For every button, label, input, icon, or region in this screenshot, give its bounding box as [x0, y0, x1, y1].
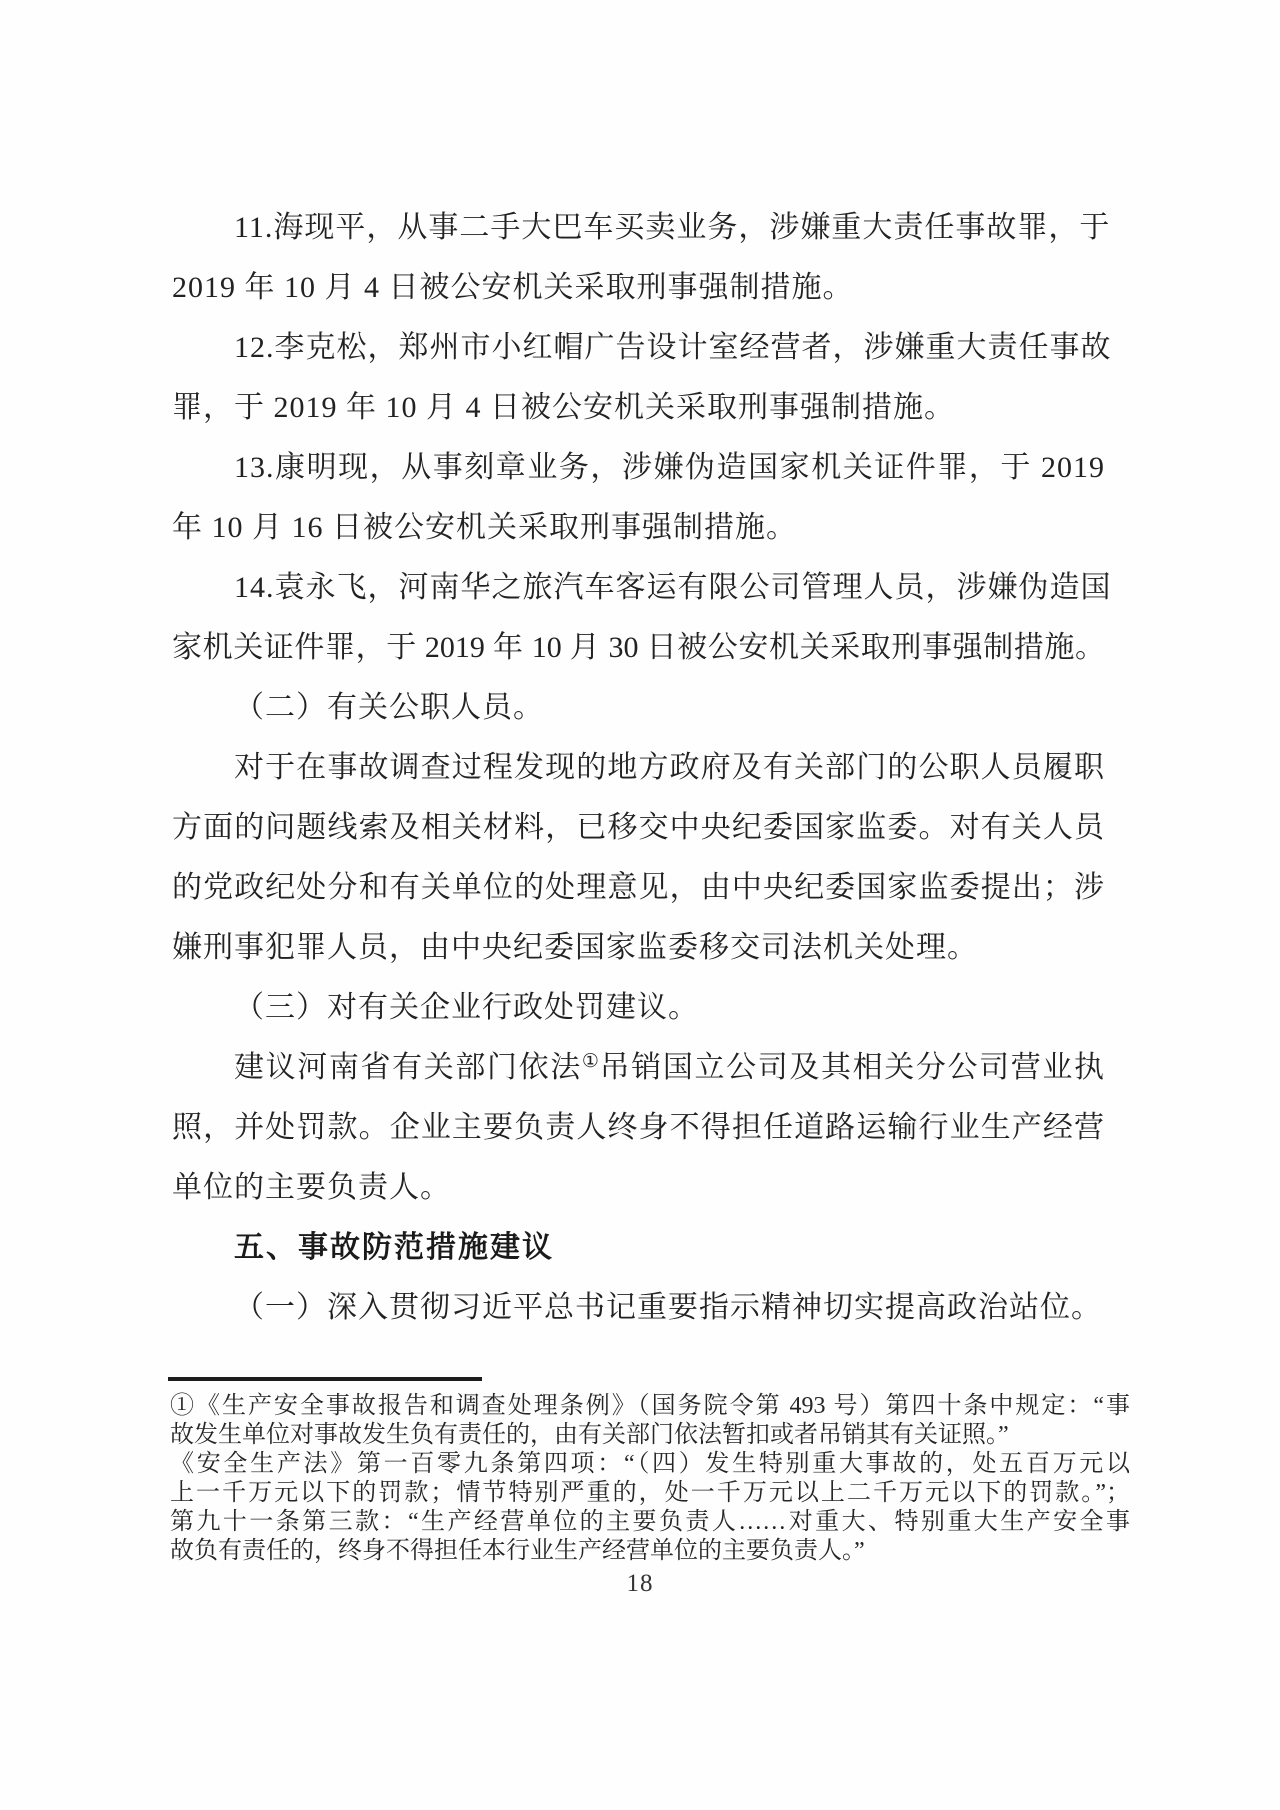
footnote-line-1: ①《生产安全事故报告和调查处理条例》（国务院令第 493 号）第四十条中规定：“事: [170, 1393, 1130, 1419]
page-number: 18: [626, 1570, 654, 1597]
body-line-3: 12.李克松，郑州市小红帽广告设计室经营者，涉嫌重大责任事故: [234, 331, 1112, 364]
footnote-reference-marker: ①: [581, 1051, 600, 1072]
section-heading-v: 五、事故防范措施建议: [234, 1231, 554, 1264]
body-line-4: 罪，于 2019 年 10 月 4 日被公安机关采取刑事强制措施。: [172, 391, 955, 424]
section-heading-ii: （二）有关公职人员。: [234, 691, 544, 724]
footnote-separator: [168, 1377, 482, 1381]
body-line-15-text-after: 吊销国立公司及其相关分公司营业执: [599, 1051, 1106, 1084]
body-line-13: 嫌刑事犯罪人员，由中央纪委国家监委移交司法机关处理。: [172, 931, 978, 964]
body-line-7: 14.袁永飞，河南华之旅汽车客运有限公司管理人员，涉嫌伪造国: [234, 571, 1112, 604]
footnote-line-4: 上一千万元以下的罚款；情节特别严重的，处一千万元以上二千万元以下的罚款。”；: [170, 1480, 1130, 1506]
body-line-1: 11.海现平，从事二手大巴车买卖业务，涉嫌重大责任事故罪，于: [234, 211, 1111, 244]
body-line-6: 年 10 月 16 日被公安机关采取刑事强制措施。: [172, 511, 797, 544]
footnote-line-6: 故负有责任的，终身不得担任本行业生产经营单位的主要负责人。”: [170, 1538, 865, 1564]
body-line-10: 对于在事故调查过程发现的地方政府及有关部门的公职人员履职: [234, 751, 1105, 784]
section-heading-iii: （三）对有关企业行政处罚建议。: [234, 991, 699, 1024]
footnote-block: [170, 1392, 1130, 1566]
report-body: [172, 198, 1112, 1338]
body-line-16: 照，并处罚款。企业主要负责人终身不得担任道路运输行业生产经营: [172, 1111, 1105, 1144]
body-line-15-text: 建议河南省有关部门依法: [234, 1051, 582, 1084]
footnote-line-2: 故发生单位对事故发生负有责任的，由有关部门依法暂扣或者吊销其有关证照。”: [170, 1422, 1009, 1448]
body-line-11: 方面的问题线索及相关材料，已移交中央纪委国家监委。对有关人员: [172, 811, 1105, 844]
footnote-line-5: 第九十一条第三款：“生产经营单位的主要负责人……对重大、特别重大生产安全事: [170, 1509, 1130, 1535]
body-line-17: 单位的主要负责人。: [172, 1171, 451, 1204]
body-line-15: [172, 1038, 1105, 1098]
body-line-5: 13.康明现，从事刻章业务，涉嫌伪造国家机关证件罪，于 2019: [234, 451, 1105, 484]
body-line-2: 2019 年 10 月 4 日被公安机关采取刑事强制措施。: [172, 271, 854, 304]
section-heading-i: （一）深入贯彻习近平总书记重要指示精神切实提高政治站位。: [234, 1291, 1102, 1324]
body-line-12: 的党政纪处分和有关单位的处理意见，由中央纪委国家监委提出；涉: [172, 871, 1105, 904]
footnote-line-3: 《安全生产法》第一百零九条第四项：“（四）发生特别重大事故的，处五百万元以: [170, 1451, 1130, 1477]
body-line-8: 家机关证件罪，于 2019 年 10 月 30 日被公安机关采取刑事强制措施。: [172, 631, 1105, 664]
